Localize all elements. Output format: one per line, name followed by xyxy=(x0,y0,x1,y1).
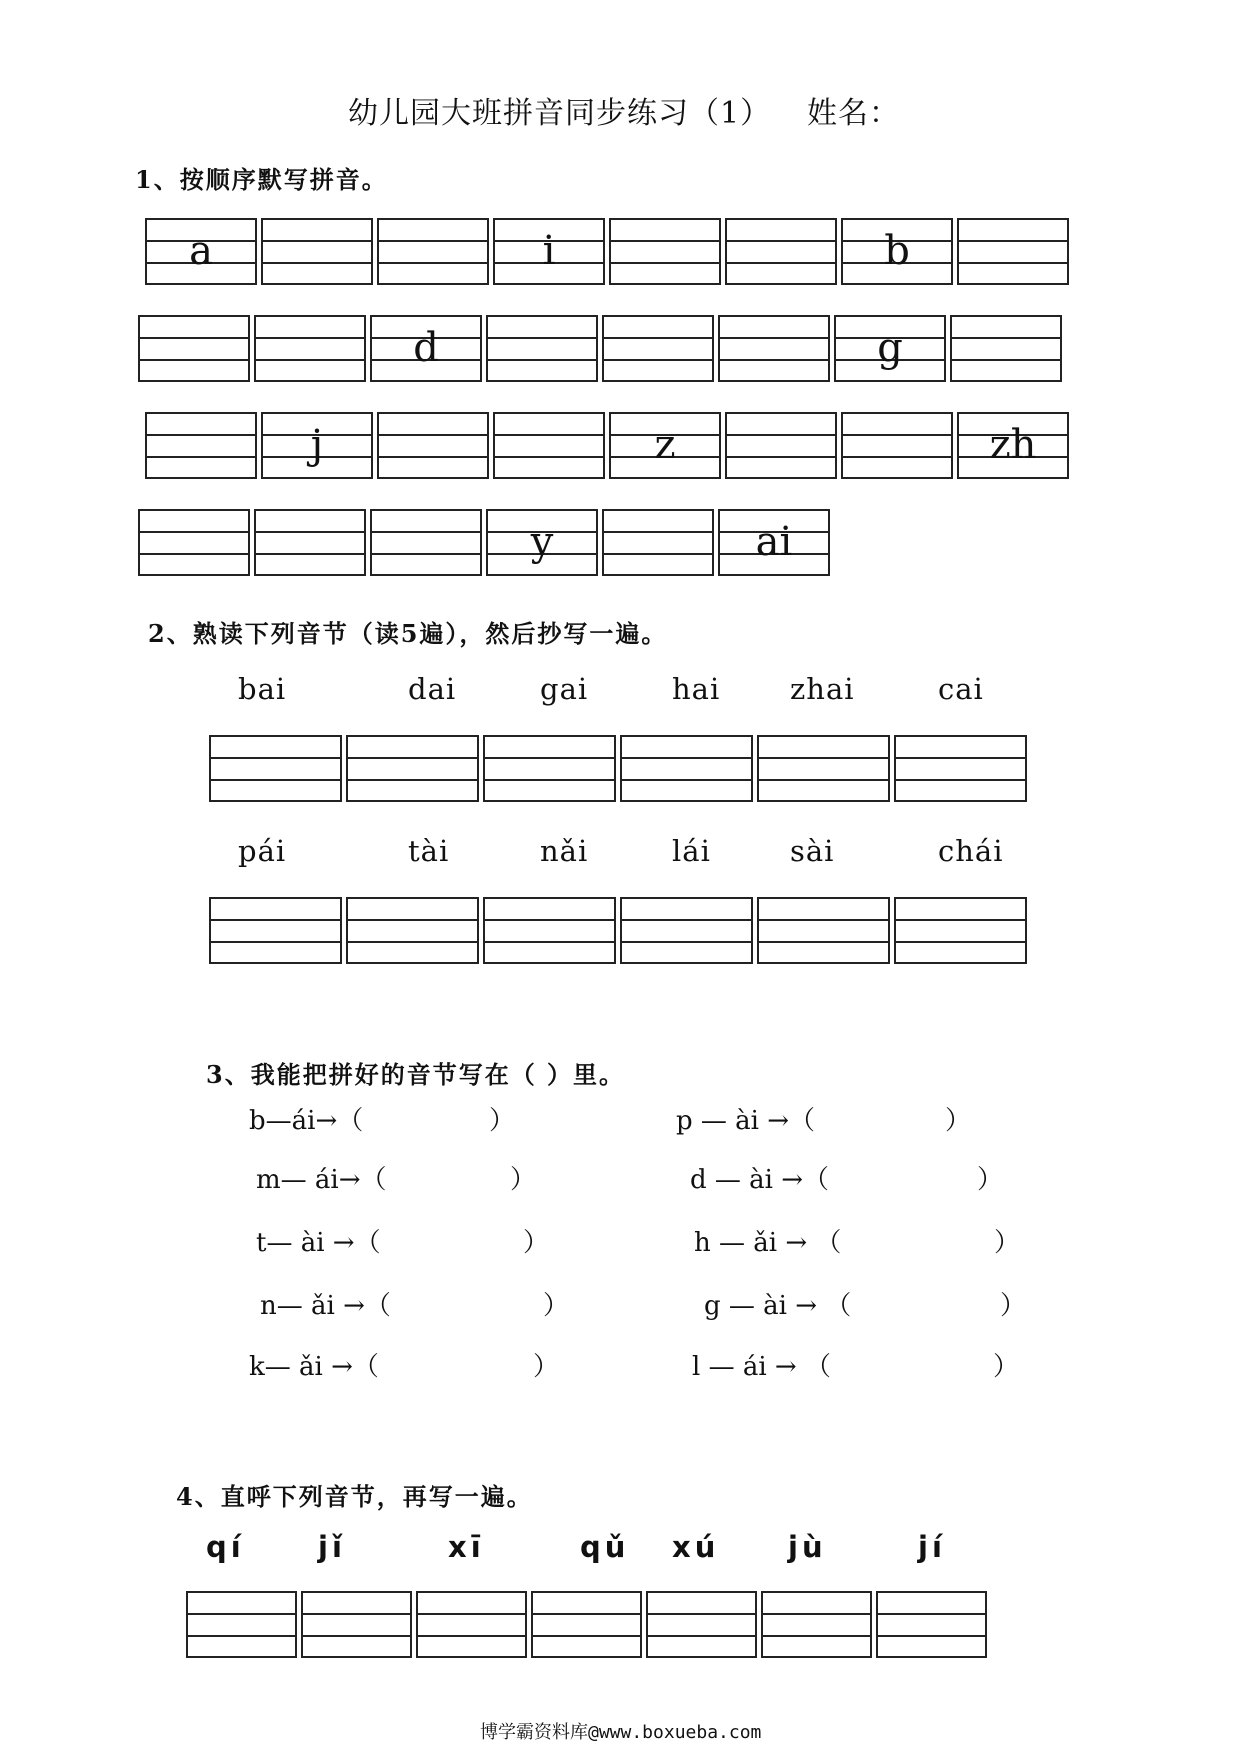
writing-cell[interactable] xyxy=(531,1591,642,1658)
exercise-left: m— ái→（ xyxy=(256,1165,387,1195)
writing-cell[interactable] xyxy=(957,218,1069,285)
writing-cell[interactable] xyxy=(346,897,479,964)
writing-cell[interactable] xyxy=(493,218,605,285)
writing-cell[interactable] xyxy=(950,315,1062,382)
writing-cell[interactable] xyxy=(894,735,1027,802)
writing-cell[interactable] xyxy=(486,509,598,576)
writing-cell[interactable] xyxy=(609,412,721,479)
writing-cell[interactable] xyxy=(483,897,616,964)
syllable-label: gai xyxy=(540,672,589,706)
syllable-label: qǔ xyxy=(580,1530,630,1564)
printed-letter: j xyxy=(310,421,324,468)
answer-blank-close: ） xyxy=(510,1165,537,1195)
syllable-label: bai xyxy=(238,672,287,706)
writing-cell[interactable] xyxy=(186,1591,297,1658)
writing-cell[interactable] xyxy=(757,735,890,802)
writing-cell[interactable] xyxy=(957,412,1069,479)
writing-cell[interactable] xyxy=(841,412,953,479)
syllable-label: tài xyxy=(408,834,450,868)
section-1-heading: 1、按顺序默写拼音。 xyxy=(135,165,388,194)
writing-cell[interactable] xyxy=(646,1591,757,1658)
section-3-heading: 3、我能把拼好的音节写在（ ）里。 xyxy=(206,1060,626,1089)
syllable-label: cai xyxy=(938,672,984,706)
syllable-label: sài xyxy=(790,834,835,868)
exercise-right: d — ài →（ xyxy=(690,1165,830,1195)
writing-cell[interactable] xyxy=(145,218,257,285)
answer-blank-close: ） xyxy=(523,1228,550,1258)
writing-cell[interactable] xyxy=(620,897,753,964)
writing-cell[interactable] xyxy=(725,412,837,479)
writing-cell[interactable] xyxy=(261,412,373,479)
syllable-label: dai xyxy=(408,672,457,706)
writing-cell[interactable] xyxy=(261,218,373,285)
printed-letter: y xyxy=(530,518,554,565)
writing-cell[interactable] xyxy=(254,315,366,382)
writing-cell[interactable] xyxy=(416,1591,527,1658)
answer-blank-close: ） xyxy=(977,1165,1004,1195)
page-title: 幼儿园大班拼音同步练习（1） xyxy=(348,96,772,131)
writing-cell[interactable] xyxy=(483,735,616,802)
syllable-label: zhai xyxy=(790,672,855,706)
writing-cell[interactable] xyxy=(718,315,830,382)
exercise-right: h — ǎi → （ xyxy=(694,1228,842,1258)
writing-cell[interactable] xyxy=(346,735,479,802)
printed-letter: g xyxy=(877,324,903,371)
printed-letter: i xyxy=(542,227,556,274)
writing-cell[interactable] xyxy=(757,897,890,964)
syllable-label: xú xyxy=(672,1530,720,1564)
answer-blank-close: ） xyxy=(945,1106,972,1136)
syllable-label: chái xyxy=(938,834,1004,868)
syllable-label: jù xyxy=(788,1530,827,1564)
writing-cell[interactable] xyxy=(138,315,250,382)
writing-cell[interactable] xyxy=(370,509,482,576)
printed-letter: a xyxy=(189,227,213,274)
writing-cell[interactable] xyxy=(138,509,250,576)
writing-cell[interactable] xyxy=(876,1591,987,1658)
answer-blank-close: ） xyxy=(489,1106,516,1136)
syllable-label: hai xyxy=(672,672,721,706)
syllable-label: qí xyxy=(206,1530,245,1564)
writing-cell[interactable] xyxy=(377,412,489,479)
answer-blank-close: ） xyxy=(543,1291,570,1321)
syllable-label: jí xyxy=(918,1530,946,1564)
printed-letter: z xyxy=(654,421,676,468)
writing-cell[interactable] xyxy=(761,1591,872,1658)
writing-cell[interactable] xyxy=(609,218,721,285)
syllable-label: jǐ xyxy=(318,1530,346,1564)
footer-watermark: 博学霸资料库@www.boxueba.com xyxy=(480,1722,762,1743)
writing-cell[interactable] xyxy=(834,315,946,382)
name-label: 姓名： xyxy=(807,96,900,131)
writing-cell[interactable] xyxy=(602,509,714,576)
printed-letter: b xyxy=(884,227,910,274)
syllable-label: lái xyxy=(672,834,711,868)
writing-cell[interactable] xyxy=(209,897,342,964)
writing-cell[interactable] xyxy=(841,218,953,285)
printed-letter: d xyxy=(413,324,439,371)
exercise-left: n— ǎi →（ xyxy=(260,1291,391,1321)
syllable-label: xī xyxy=(448,1530,485,1564)
writing-cell[interactable] xyxy=(894,897,1027,964)
writing-cell[interactable] xyxy=(209,735,342,802)
writing-cell[interactable] xyxy=(254,509,366,576)
exercise-left: k— ǎi →（ xyxy=(249,1352,379,1382)
writing-cell[interactable] xyxy=(493,412,605,479)
section-2-heading: 2、熟读下列音节（读5遍），然后抄写一遍。 xyxy=(148,619,668,648)
printed-letter: zh xyxy=(989,421,1037,468)
answer-blank-close: ） xyxy=(1000,1291,1027,1321)
answer-blank-close: ） xyxy=(994,1228,1021,1258)
section-4-heading: 4、直呼下列音节，再写一遍。 xyxy=(176,1482,533,1511)
writing-cell[interactable] xyxy=(377,218,489,285)
exercise-right: p — ài →（ xyxy=(676,1106,816,1136)
syllable-label: nǎi xyxy=(540,834,589,868)
writing-cell[interactable] xyxy=(370,315,482,382)
exercise-left: t— ài →（ xyxy=(256,1228,381,1258)
exercise-right: l — ái → （ xyxy=(692,1352,831,1382)
writing-cell[interactable] xyxy=(718,509,830,576)
answer-blank-close: ） xyxy=(993,1352,1020,1382)
syllable-label: pái xyxy=(238,834,287,868)
printed-letter: ai xyxy=(755,518,793,565)
writing-cell[interactable] xyxy=(725,218,837,285)
writing-cell[interactable] xyxy=(620,735,753,802)
exercise-left: b—ái→（ xyxy=(249,1106,364,1136)
exercise-right: g — ài → （ xyxy=(704,1291,852,1321)
writing-cell[interactable] xyxy=(602,315,714,382)
writing-cell[interactable] xyxy=(486,315,598,382)
answer-blank-close: ） xyxy=(533,1352,560,1382)
writing-cell[interactable] xyxy=(301,1591,412,1658)
writing-cell[interactable] xyxy=(145,412,257,479)
